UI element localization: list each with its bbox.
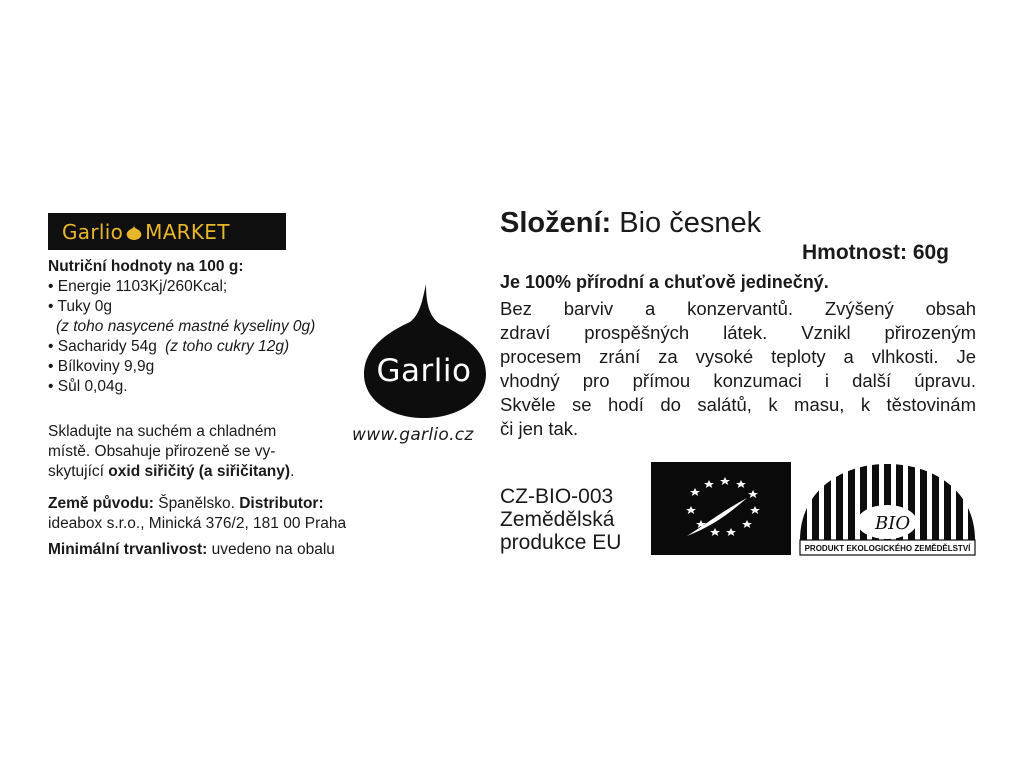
product-description <box>500 297 976 441</box>
nutrition-heading: Nutriční hodnoty na 100 g: <box>48 258 244 275</box>
bio-mark: BIO <box>875 513 911 534</box>
storage-text: skytující <box>48 463 109 480</box>
brand-prefix: Garlio <box>62 219 124 244</box>
storage-line: Skladujte na suchém a chladném <box>48 423 277 440</box>
logo-word: Garlio <box>376 353 472 389</box>
nutrition-line: • Tuky 0g <box>48 298 113 315</box>
nutrition-line: (z toho nasycené mastné kyseliny 0g) <box>56 318 316 335</box>
origin-line <box>48 494 324 514</box>
nutrition-sugars: • Sacharidy 54g <box>48 338 157 355</box>
description-line: či jen tak. <box>500 418 579 439</box>
origin-value: Španělsko. <box>153 495 240 512</box>
composition <box>500 207 761 240</box>
description-line: Bez barviv a konzervantů. Zvýšený obsah <box>500 298 976 319</box>
garlio-logo <box>348 282 500 420</box>
tagline: Je 100% přírodní a chuťově jedinečný. <box>500 272 829 292</box>
distributor-address: ideabox s.r.o., Minická 376/2, 181 00 Praha <box>48 515 347 532</box>
website-link[interactable]: www.garlio.cz <box>352 425 474 445</box>
description-line: vhodný pro přímou konzumaci i další úpravu. <box>500 370 976 391</box>
origin-label: Země původu: <box>48 495 154 512</box>
net-weight: Hmotnost: 60g <box>802 241 949 264</box>
bio-seal-icon <box>795 462 980 557</box>
description-line: zdraví prospěšných látek. Vznikl přirozeným <box>500 322 976 343</box>
composition-label: Složení: <box>500 207 612 239</box>
description-line: Skvěle se hodí do salátů, k masu, k těstovinám <box>500 394 976 415</box>
brand-banner <box>48 213 286 250</box>
nutrition-line <box>48 337 289 357</box>
shelf-life-value: uvedeno na obalu <box>207 541 335 558</box>
shelf-life-label: Minimální trvanlivost: <box>48 541 208 558</box>
bio-caption: PRODUKT EKOLOGICKÉHO ZEMĚDĚLSTVÍ <box>804 544 971 553</box>
cert-line: produkce EU <box>500 531 622 554</box>
nutrition-line: • Bílkoviny 9,9g <box>48 358 155 375</box>
garlic-icon <box>125 224 143 240</box>
distributor-label: Distributor: <box>239 495 324 512</box>
eu-organic-leaf-icon <box>651 462 791 555</box>
shelf-life <box>48 540 335 560</box>
nutrition-line: • Sůl 0,04g. <box>48 378 128 395</box>
storage-line: místě. Obsahuje přirozeně se vy- <box>48 443 276 460</box>
cert-code: CZ-BIO-003 <box>500 485 614 508</box>
description-line: procesem zrání za vysoké teploty a vlhkosti. Je <box>500 346 976 367</box>
storage-allergen: oxid siřičitý (a siřičitany) <box>108 463 291 480</box>
storage-text: . <box>290 463 295 480</box>
composition-value: Bio česnek <box>611 207 762 239</box>
cert-line: Zemědělská <box>500 508 615 531</box>
nutrition-sugars-sub: (z toho cukry 12g) <box>165 338 290 355</box>
brand-suffix: MARKET <box>145 219 230 244</box>
certification-text <box>500 485 621 554</box>
nutrition-line: • Energie 1103Kj/260Kcal; <box>48 278 228 295</box>
storage-line <box>48 462 294 482</box>
